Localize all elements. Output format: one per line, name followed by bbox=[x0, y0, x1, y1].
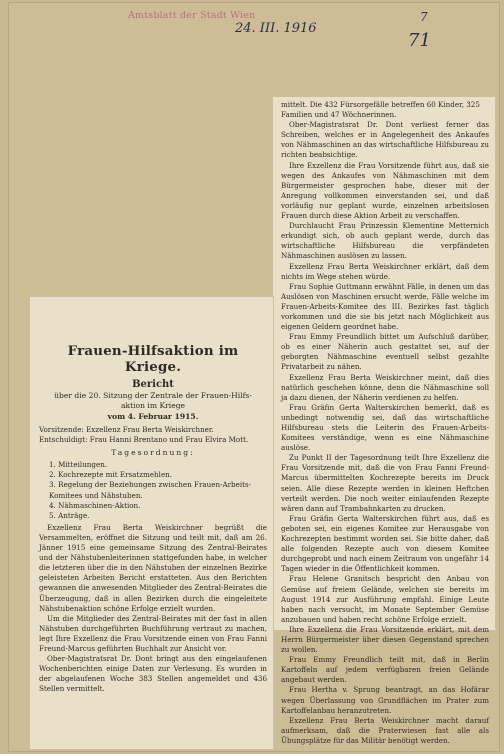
paragraph: Exzellenz Frau Berta Weiskirchner meint, daß dies natürlich geschehen könne, denn die Nähmaschine soll ja dazu dienen, der Näherin verdienen zu helfen. bbox=[281, 372, 489, 402]
paragraph: Zu Punkt II der Tagesordnung teilt Ihre Exzellenz die Frau Vorsitzende mit, daß die von Frau Fanni Freund-Marcus übermittelten Kochrezepte bereits im Druck seien. Alle diese Rezepte werden in kleinen Heftchen verteilt werden. Die noch weiter einlaufenden Rezepte wären dann auf Trambahnkarten zu drucken. bbox=[281, 453, 489, 513]
handwritten-number: 71 bbox=[408, 30, 431, 51]
agenda-item: 5. Anträge. bbox=[49, 510, 90, 520]
paragraph: Frau Hertha v. Sprung beantragt, an das Hofärar wegen Überlassung von Grundflächen im Prater zum Kartoffelanbau heranzutreten. bbox=[281, 685, 489, 715]
paragraph: mittelt. Die 432 Fürsorgefälle betreffen 60 Kinder, 325 Familien und 47 Wöchnerinnen. bbox=[281, 100, 480, 120]
paragraph: Exzellenz Frau Berta Weiskirchner macht darauf aufmerksam, daß die Praterwiesen fast alle als Übungsplätze für das Militär benötigt werden. bbox=[281, 715, 489, 745]
agenda-item: 1. Mitteilungen. bbox=[49, 460, 108, 470]
agenda-item: 3. Regelung der Beziehungen zwischen Frauen-Arbeits-Komitees und Nähstuben. bbox=[49, 480, 252, 500]
agenda-item: 4. Nähmaschinen-Aktion. bbox=[49, 500, 141, 510]
paragraph: Ihre Exzellenz die Frau Vorsitzende erklärt, mit dem Herrn Bürgermeister über diesen Gegenstand sprechen zu wollen. bbox=[281, 624, 489, 655]
article-subline: über die 20. Sitzung der Zentrale der Frauen-Hilfs- bbox=[54, 391, 252, 400]
paragraph: Frau Sophie Guttmann erwähnt Fälle, in denen um das Auslösen von Maschinen ersucht werde, Fälle welche im Frauen-Arbeits-Komitee des III. Bezirkes fast täglich vorkommen und die sie bis jetzt nach Möglichkeit aus eigenen Geldern geordnet habe. bbox=[281, 281, 489, 332]
agenda-list bbox=[39, 460, 267, 523]
paragraph: Durchlaucht Frau Prinzessin Klementine Metternich erkundigt sich, ob auch geplant werde, durch das wirtschaftliche Hilfsbureau die verpfändeten Nähmaschinen auslösen zu lassen. bbox=[281, 221, 489, 261]
handwritten-date: 24. III. 1916 bbox=[235, 21, 317, 36]
chair-line: Vorsitzende: Exzellenz Frau Berta Weiskirchner. bbox=[39, 425, 214, 434]
article-title: Frauen-Hilfsaktion im Kriege. bbox=[67, 343, 239, 375]
paragraph: Exzellenz Frau Berta Weiskirchner begrüßt die Versammelten, eröffnet die Sitzung und teilt mit, daß am 26. Jänner 1915 eine gemeinsame Sitzung des Zentral-Beirates und der Nähstubenleiterinnen stattgefunden habe, in welcher die letzteren über die in den Nähstuben der einzelnen Bezirke geleisteten Arbeiten Bericht erstatteten. Aus den Berichten gewannen die anwesenden Mitglieder des Zentral-Beirates die Überzeugung, daß in allen Bezirken durch die eingeleitete Nähstubenaktion schöne Erfolge erzielt wurden. bbox=[39, 522, 267, 613]
article-subline: aktion im Kriege bbox=[120, 401, 186, 410]
archive-stamp: Amtsblatt der Stadt Wien bbox=[128, 10, 256, 21]
article-date: vom 4. Februar 1915. bbox=[107, 412, 199, 421]
clipping-left-column bbox=[29, 296, 274, 750]
paragraph: Frau Emmy Freundlich teilt mit, daß in Berlin Kartoffeln auf jedem verfügbaren freien Gelände angebaut werden. bbox=[281, 655, 489, 685]
paragraph: Ihre Exzellenz die Frau Vorsitzende führt aus, daß sie wegen des Ankaufes von Nähmaschinen mit dem Bürgermeister gesprochen habe, dieser mit der Anregung vollkommen einverstanden sei, und daß vorläufig nur geplant wurde, einzelnen arbeitslosen Frauen durch diese Aktion Arbeit zu verschaffen. bbox=[281, 160, 489, 221]
paragraph: Frau Gräfin Gerta Walterskirchen bemerkt, daß es unbedingt notwendig sei, daß das wirtschaftliche Hilfsbureau stets die Leiterin des Frauen-Arbeits-Komitees verständige, wenn es eine Nähmaschine auslöse. bbox=[281, 402, 489, 453]
paragraph: Ober-Magistratsrat Dr. Dont bringt aus den eingelaufenen Wochenberichten einige Daten zur Verlesung. Es wurden in der abgelaufenen Woche 383 Stellen angemeldet und 436 Stellen vermittelt. bbox=[39, 654, 267, 694]
agenda-item: 2. Kochrezepte mit Ersatzmehlen. bbox=[49, 470, 173, 480]
handwritten-number-top: 7 bbox=[420, 10, 428, 24]
paragraph: Ober-Magistratsrat Dr. Dont verliest ferner das Schreiben, welches er in Angelegenheit des Ankaufes von Nähmaschinen an das wirtschaftliche Hilfsbureau zu richten beabsichtige. bbox=[281, 120, 489, 160]
article-subtitle: Bericht bbox=[132, 379, 174, 390]
paragraph: Um die Mitglieder des Zentral-Beirates mit der fast in allen Nähstuben durchgeführten Buchführung vertraut zu machen, legt Ihre Exzellenz die Frau Vorsitzende einen von Frau Fanni Freund-Marcus geführten Buchhalt zur Ansicht vor. bbox=[39, 613, 267, 653]
paragraph: Frau Emmy Freundlich bittet um Aufschluß darüber, ob es einer Näherin auch gestattet sei, auf der geborgten Nähmaschine eventuell selbst gezahlte Privatarbeit zu nähen. bbox=[281, 332, 489, 372]
paragraph: Frau Gräfin Gerta Walterskirchen führt aus, daß es geboten sei, ein eigenes Komitee zur Herausgabe von Kochrezepten bestimmt worden sei. Sie bitte daher, daß alle folgenden Rezepte auch von diesem Komitee durchgeprobt und nach einem Zeitraum von ungefähr 14 Tagen wieder in die Öffentlichkeit kommen. bbox=[281, 513, 489, 574]
clipping-right-column bbox=[272, 96, 496, 745]
paragraph: Frau Helene Granitsch bespricht den Anbau von Gemüse auf freiem Gelände, welchen sie bereits im August 1914 zur Ausführung empfahl. Einige Leute haben nach versucht, im Monate September Gemüse anzubauen und haben recht schöne Erfolge erzielt. bbox=[281, 574, 489, 624]
agenda-title: Tagesordnung: bbox=[111, 448, 195, 458]
paragraph: Exzellenz Frau Berta Weiskirchner erklärt, daß dem nichts im Wege stehen würde. bbox=[281, 261, 489, 281]
excused-line: Entschuldigt: Frau Hanni Brentano und Frau Elvira Mott. bbox=[39, 435, 249, 445]
